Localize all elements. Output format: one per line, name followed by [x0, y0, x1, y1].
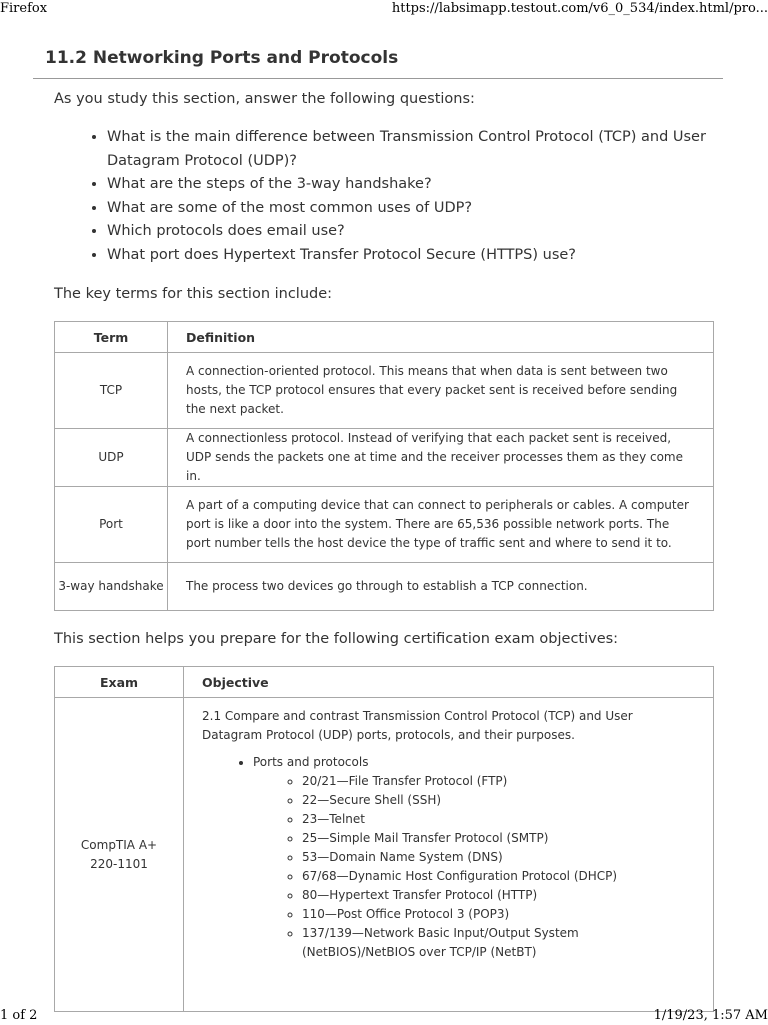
browser-name: Firefox: [0, 1, 48, 16]
exam-column-header: Exam: [55, 667, 184, 698]
table-header-row: [55, 322, 714, 353]
port-item: ◦ 25—Simple Mail Transfer Protocol (SMTP): [302, 829, 693, 848]
table-row: [55, 487, 714, 563]
objective-topics: [202, 753, 693, 962]
definition-cell: A part of a computing device that can connect to peripherals or cables. A computer port is like a door into the system. There are 65,536 possible network ports. The port number tells the host device the type of traffic sent and where to send it to.: [168, 487, 714, 563]
term-cell: 3-way handshake: [55, 563, 168, 611]
questions-list: [90, 126, 717, 267]
port-item: ◦ 53—Domain Name System (DNS): [302, 848, 693, 867]
page-title: 11.2 Networking Ports and Protocols: [45, 48, 399, 68]
definition-cell: A connection-oriented protocol. This means that when data is sent between two hosts, the TCP protocol ensures that every packet sent is received before sending the next packet.: [168, 353, 714, 429]
term-column-header: Term: [55, 322, 168, 353]
table-row: [55, 429, 714, 487]
question-item: • What are the steps of the 3-way handshake?: [107, 173, 717, 197]
print-header: [0, 0, 768, 18]
term-cell: UDP: [55, 429, 168, 487]
exam-objectives-table: [54, 666, 714, 1012]
port-item: ◦ 67/68—Dynamic Host Configuration Protocol (DHCP): [302, 867, 693, 886]
definition-cell: A connectionless protocol. Instead of verifying that each packet sent is received, UDP sends the packets one at time and the receiver processes them as they come in.: [168, 429, 714, 487]
definition-column-header: Definition: [168, 322, 714, 353]
print-datetime: 1/19/23, 1:57 AM: [653, 1008, 768, 1023]
exam-name: CompTIA A+: [80, 837, 158, 852]
questions-intro: As you study this section, answer the following questions:: [54, 91, 475, 107]
term-cell: TCP: [55, 353, 168, 429]
table-header-row: [55, 667, 714, 698]
page-count: 1 of 2: [0, 1008, 38, 1023]
print-footer: [0, 1007, 768, 1025]
question-item: • What port does Hypertext Transfer Protocol Secure (HTTPS) use?: [107, 244, 717, 268]
key-terms-table: [54, 321, 714, 611]
exam-cell: [55, 698, 184, 1012]
ports-list: [253, 772, 693, 962]
table-row: [55, 353, 714, 429]
objective-cell: [184, 698, 714, 1012]
port-item: ◦ 80—Hypertext Transfer Protocol (HTTP): [302, 886, 693, 905]
question-item: • What is the main difference between Transmission Control Protocol (TCP) and User Datagram Protocol (UDP)?: [107, 126, 717, 173]
definition-cell: The process two devices go through to establish a TCP connection.: [168, 563, 714, 611]
table-row: [55, 563, 714, 611]
objective-column-header: Objective: [184, 667, 714, 698]
page-url: https://labsimapp.testout.com/v6_0_534/index.html/pro...: [391, 1, 768, 16]
list-item: [253, 753, 693, 962]
exam-code: 220-1101: [90, 856, 148, 871]
objective-description: 2.1 Compare and contrast Transmission Control Protocol (TCP) and User Datagram Protocol (UDP) ports, protocols, and their purposes.: [202, 709, 633, 742]
question-item: • What are some of the most common uses of UDP?: [107, 197, 717, 221]
port-item: ◦ 110—Post Office Protocol 3 (POP3): [302, 905, 693, 924]
term-cell: Port: [55, 487, 168, 563]
objectives-intro: This section helps you prepare for the following certification exam objectives:: [54, 631, 619, 647]
terms-intro: The key terms for this section include:: [54, 286, 333, 302]
port-item: ◦ 22—Secure Shell (SSH): [302, 791, 693, 810]
question-item: • Which protocols does email use?: [107, 220, 717, 244]
port-item: ◦ 20/21—File Transfer Protocol (FTP): [302, 772, 693, 791]
table-row: [55, 698, 714, 1012]
port-item: ◦ 137/139—Network Basic Input/Output System (NetBIOS)/NetBIOS over TCP/IP (NetBT): [302, 924, 693, 962]
title-divider: [33, 78, 723, 79]
port-item: ◦ 23—Telnet: [302, 810, 693, 829]
topic-label: Ports and protocols: [253, 755, 369, 769]
